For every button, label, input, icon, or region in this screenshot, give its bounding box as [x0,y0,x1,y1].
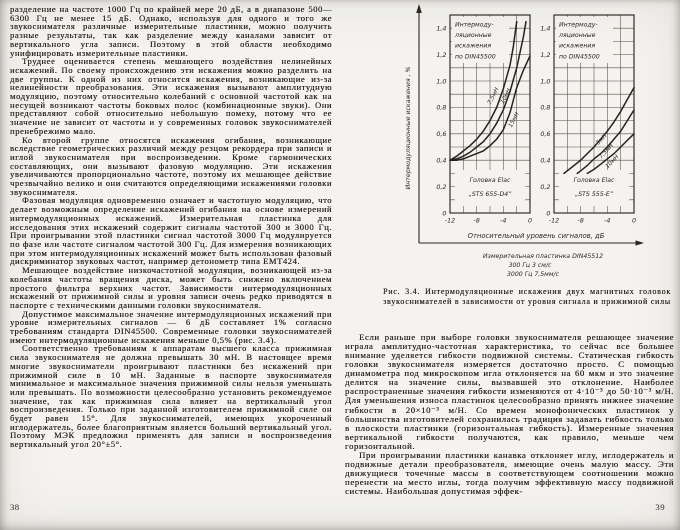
chart-annotation: ляционные [559,32,596,40]
head-label: „STS 655-D4” [468,191,512,198]
y-tick-label: 0 [546,209,551,218]
measuring-plate-line: 3000 Гц 7,5мм/с [506,271,560,278]
chart-annotation: Интермоду- [559,21,598,29]
page-number-left: 38 [10,502,20,512]
x-tick-label: -8 [577,216,584,225]
curve-label: 15мН [508,111,521,129]
x-tick-label: -8 [473,216,480,225]
curve-5мН [564,88,634,174]
left-text-column [10,5,332,449]
y-tick-label: 0 [442,209,447,218]
curve-label: 10мН [604,154,621,170]
paragraph: При проигрывании пластинки канавка отклоняет иглу, иглодержатель и подвижные детали преобразователя, имеющие очень малую массу. Эти движущиеся точечные массы в соответствующем соотношении можно перенести на место иглы, тогда получим эффективную массу подвижной системы. Наибольшая допустимая эффек- [345,449,674,497]
page-number-right: 39 [655,502,665,512]
figure-intermodulation-distortion [340,0,680,282]
x-tick-label: -4 [500,216,507,225]
page-right [340,0,680,530]
x-tick-label: -12 [548,216,560,225]
measuring-plate-line: Измерительная пластинка DIN45512 [482,253,604,260]
curve-label: 10мН [500,87,513,105]
annotation-bg [455,170,525,206]
y-tick-label: 0,2 [436,182,447,191]
x-tick-label: 0 [527,216,533,225]
x-axis-title: Относительный уровень сигналов, дБ [467,232,605,240]
paragraph: Фазовая модуляция одновременно означает и частотную модуляцию, что делает возможным определение искажений огибания на основе измерений интермодуляционных искажений. Измерительная пластинка для исследования этих искажений содержит сигналы частотой 300 и 3000 Гц. При проигрывании этой пластинки сигнал частотой 3000 Гц модулируется по фазе или частоте сигналом частотой 300 Гц. Для измерения возникающих при этом интермодуляционных искажений может быть использован фазовый дискриминатор звуковых частот, например детонометр типа EMT424. [10,195,332,267]
annotation-bg [559,170,629,206]
paragraph: Допустимое максимальное значение интермодуляционных искажений при уровне измерительных сигналов — 6 дБ составляет 1% согласно требованиям стандарта DIN45500. Современные головки звукоснимателей имеют интермодуляционные искажения меньше 0,5% (рис. 3.4). [10,308,332,345]
y-tick-label: 1,2 [436,50,447,59]
y-tick-label: 0,8 [540,103,551,112]
y-axis-arrowhead [416,4,422,13]
x-axis-arrowhead [636,240,645,245]
y-tick-label: 1,0 [540,77,551,86]
chart-annotation: ляционные [455,32,492,40]
x-tick-label: 0 [631,216,637,225]
curve-label: 5мН [595,133,609,147]
y-tick-label: 1,4 [436,24,447,33]
chart-annotation: искажения [559,42,596,50]
chart-2 [540,15,636,225]
chart-annotation: по DIN45500 [455,53,496,61]
chart-annotation: по DIN45500 [559,53,600,61]
y-axis-title: Интермодуляционные искажения , % [405,66,412,190]
y-tick-label: 0,8 [436,103,447,112]
paragraph: Ко второй группе относятся искажения огибания, возникающие вследствие геометрических различий между резцом рекордера при записи и иглой звукоснимателя при воспроизведении. Кроме гармонических составляющих, они вызывают фазовую модуляцию. Эти искажения увеличиваются пропорционально частоте, поэтому их мешающее действие чрезвычайно велико и они считаются определяющими искажениями головки звукоснимателя. [10,134,332,197]
paragraph: разделение на частоте 1000 Гц по крайней мере 20 дБ, а в диапазоне 500—6300 Гц не менее 15 дБ. Однако, используя для одного и того же звукоснимателя различные измерительные пластинки, можно получить разные результаты, так как разделение между каналами зависит от вертикального угла записи. Поэтому в этой области необходимо унифицировать измерительные пластинки. [10,4,332,58]
x-tick-label: -4 [604,216,611,225]
x-tick-label: -12 [444,216,456,225]
y-tick-label: 0,2 [540,182,551,191]
curve-label: 7,5мН [487,86,501,106]
head-label: „STS 555-E” [575,191,613,198]
figure-caption: Рис. 3.4. Интермодуляционные искажения двух магнитных головок звукоснимателей в зависимости от уровня сигнала и прижимной силы [383,287,671,307]
paragraph: Если раньше при выборе головки звукоснимателя решающее значение играла амплитудно-частотная характеристика, то сейчас все большее внимание уделяется гибкости подвижной системы. Статическая гибкость головки звукоснимателя измеряется достаточно просто. С помощью динамометра под микроскопом игла отклоняется на 60 мкм и это значение делится на значение силы, вызвавшей это отклонение. Наиболее распространенные значения гибкости изменяются от 4·10⁻³ до 50·10⁻³ м/Н. Для уменьшения износа пластинок целесообразно принять нижнее значение гибкости в 20×10⁻³ м/Н. Со времен монофонических пластинок у большинства изготовителей сохранилась традиция задавать гибкость только в плоскости пластинки (горизонтальная гибкость). Измеренные значения вертикальной гибкости получаются, как правило, меньше чем горизонтальной. [345,332,674,451]
chart-annotation: искажения [455,42,492,50]
measuring-plate-line: 300 Гц 3 см/с [508,262,552,269]
y-tick-label: 0,6 [540,130,551,139]
paragraph: Труднее оценивается степень мешающего воздействия нелинейных искажений. По своему происхождению эти искажения можно разделить на две группы. К одной из них относится искажения, возникающие из-за нелинейности преобразования. Эти искажения вызывают амплитудную модуляцию, поэтому относительно колебаний с основной частотой как на несущей возникают частоты боковых полос (комбинационные звуки). Они представляют собой относительно небольшую помеху, потому что ее значение не зависит от частоты и у современных головок звукоснимателей пренебрежимо мало. [10,56,332,136]
head-label: Головка Elac [469,177,511,184]
head-label: Головка Elac [573,177,615,184]
y-tick-label: 1,4 [540,24,551,33]
y-tick-label: 1,2 [540,50,551,59]
y-tick-label: 1,0 [436,77,447,86]
right-text-column [345,333,674,496]
paragraph: Соответственно требованиям к аппаратам высшего класса прижимная сила звукоснимателя не должна превышать 30 мН. В настоящее время многие звукосниматели проигрывают пластинки без искажений при прижимной силе в 10 мН. Заданные в паспорте звукоснимателя минимальное и максимальное значения прижимной силы нельзя уменьшать или превышать. По возможности целесообразно установить рекомендуемое значение, так как прижимная сила влияет на вертикальный угол воспроизведения. Только при заданной изготовителем прижимной силе он будет равен 15°. Для звукоснимателей, имеющих укороченный иглодержатель, более благоприятным является больший вертикальный угол. Поэтому МЭК предложил применять для записи и воспроизведения вертикальный угол 20°±5°. [10,343,332,450]
y-tick-label: 0,4 [540,156,551,165]
chart-1 [436,15,532,225]
paragraph: Мешающее воздействие низкочастотной модуляции, возникающей из-за колебания частоты вращения диска, может быть снижено включением простого фильтра верхних частот. Зависимости интермодуляционных искажений от прижимной силы и уровня записи очень редко приводятся в паспорте с техническими данными головки звукоснимателя. [10,265,332,310]
curve-label: 7,5мН [598,143,615,161]
chart-annotation: Интермоду- [455,21,494,29]
y-tick-label: 0,6 [436,130,447,139]
y-tick-label: 0,4 [436,156,447,165]
